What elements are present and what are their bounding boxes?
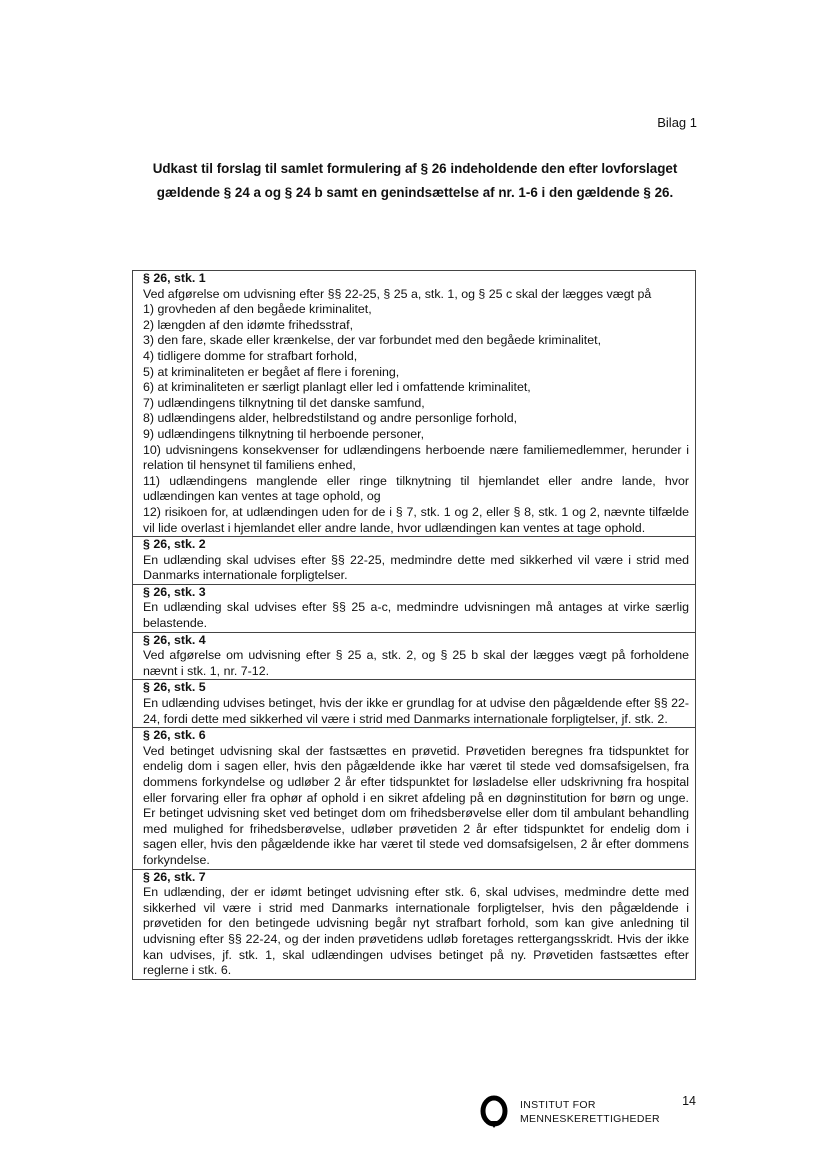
list-item: 3) den fare, skade eller krænkelse, der var forbundet med den begåede kriminalitet,: [143, 333, 602, 348]
section-stk-5: [133, 680, 695, 728]
criteria-list: [143, 302, 689, 536]
logo-text-line1: INSTITUT FOR: [520, 1099, 596, 1111]
list-item: 4) tidligere domme for strafbart forhold,: [143, 348, 358, 363]
section-text: Ved afgørelse om udvisning efter §§ 22-25, § 25 a, stk. 1, og § 25 c skal der lægges vægt på: [143, 286, 652, 301]
list-item: 1) grovheden af den begåede kriminalitet,: [143, 302, 372, 317]
section-stk-7: [133, 870, 695, 979]
section-heading: § 26, stk. 2: [143, 537, 206, 552]
section-stk-6: [133, 728, 695, 869]
section-text: Ved afgørelse om udvisning efter § 25 a, stk. 2, og § 25 b skal der lægges vægt på forholdene nævnt i stk. 1, nr. 7-12.: [143, 648, 689, 678]
section-heading: § 26, stk. 5: [143, 680, 206, 695]
document-title: Udkast til forslag til samlet formulering af § 26 indeholdende den efter lovforslaget gældende § 24 a og § 24 b samt en genindsættelse af nr. 1-6 i den gældende § 26.: [152, 161, 678, 200]
list-item: 9) udlændingens tilknytning til herboende personer,: [143, 426, 425, 441]
section-stk-2: [133, 537, 695, 585]
section-text: Ved betinget udvisning skal der fastsættes en prøvetid. Prøvetiden beregnes fra tidspunktet for endelig dom i sagen eller, hvis den pågældende ikke har været til stede ved domsafsigelsen, fra dommens forkyndelse og udløber 2 år efter tidspunktet for løsladelse eller udskrivning fra hospital eller forvaring eller fra ophør af ophold i en sikret afdeling på en døgninstitution for børn og unge. Er betinget udvisning sket ved betinget dom om frihedsberøvelse eller dom til ambulant behandling med mulighed for frihedsberøvelse, udløber prøvetiden 2 år efter tidspunktet for endelig dom i sagen eller, hvis den pågældende ikke har været til stede ved domsafsigelsen, 2 år efter dommens forkyndelse.: [143, 743, 689, 867]
section-heading: § 26, stk. 3: [143, 584, 206, 599]
list-item: 11) udlændingens manglende eller ringe tilknytning til hjemlandet eller andre lande, hvor udlændingen kan ventes at tage ophold, og: [143, 473, 689, 504]
section-stk-4: [133, 633, 695, 681]
list-item: 6) at kriminaliteten er særligt planlagt eller led i omfattende kriminalitet,: [143, 380, 531, 395]
section-stk-1: [133, 271, 695, 537]
list-item: 12) risikoen for, at udlændingen uden for de i § 7, stk. 1 og 2, eller § 8, stk. 1 og 2, nævnte tilfælde vil lide overlast i hjemlandet eller andre lande, hvor udlændingen kan ventes at tage ophold.: [143, 504, 689, 535]
institute-logo: [480, 1094, 680, 1134]
appendix-label: Bilag 1: [657, 115, 697, 130]
list-item: 10) udvisningens konsekvenser for udlændingens herboende nære familiemedlemmer, herunder i relation til hensynet til familiens enhed,: [143, 442, 689, 473]
section-heading: § 26, stk. 1: [143, 271, 206, 285]
list-item: 5) at kriminaliteten er begået af flere i forening,: [143, 364, 400, 379]
provisions-table: [132, 270, 696, 980]
section-text: En udlænding, der er idømt betinget udvisning efter stk. 6, skal udvises, medmindre dette med sikkerhed vil være i strid med Danmarks internationale forpligtelser, hvis den pågældende i prøvetiden for den betingede udvisning begår nyt strafbart forhold, som kan give anledning til udvisning efter §§ 22-24, og der inden prøvetidens udløb foretages rettergangsskridt. Hvis der ikke kan udvises, jf. stk. 1, skal udlændingen udvises betinget på ny. Prøvetiden fastsættes efter reglerne i stk. 6.: [143, 885, 689, 978]
section-heading: § 26, stk. 7: [143, 869, 206, 884]
list-item: 8) udlændingens alder, helbredstilstand og andre personlige forhold,: [143, 411, 518, 426]
section-text: En udlænding skal udvises efter §§ 22-25, medmindre dette med sikkerhed vil være i strid med Danmarks internationale forpligtelser.: [143, 552, 689, 583]
list-item: 2) længden af den idømte frihedsstraf,: [143, 317, 354, 332]
section-text: En udlænding udvises betinget, hvis der ikke er grundlag for at udvise den pågældende efter §§ 22-24, fordi dette med sikkerhed vil være i strid med Danmarks internationale forpligtelser, jf. stk. 2.: [143, 696, 689, 726]
section-text: En udlænding skal udvises efter §§ 25 a-c, medmindre udvisningen må antages at virke særlig belastende.: [143, 600, 689, 631]
page-number: 14: [682, 1094, 696, 1108]
logo-text-line2: MENNESKERETTIGHEDER: [520, 1113, 660, 1125]
section-stk-3: [133, 585, 695, 633]
list-item: 7) udlændingens tilknytning til det danske samfund,: [143, 395, 425, 410]
section-heading: § 26, stk. 6: [143, 728, 206, 743]
section-heading: § 26, stk. 4: [143, 632, 206, 647]
institute-logo-ring-icon: [480, 1094, 508, 1128]
